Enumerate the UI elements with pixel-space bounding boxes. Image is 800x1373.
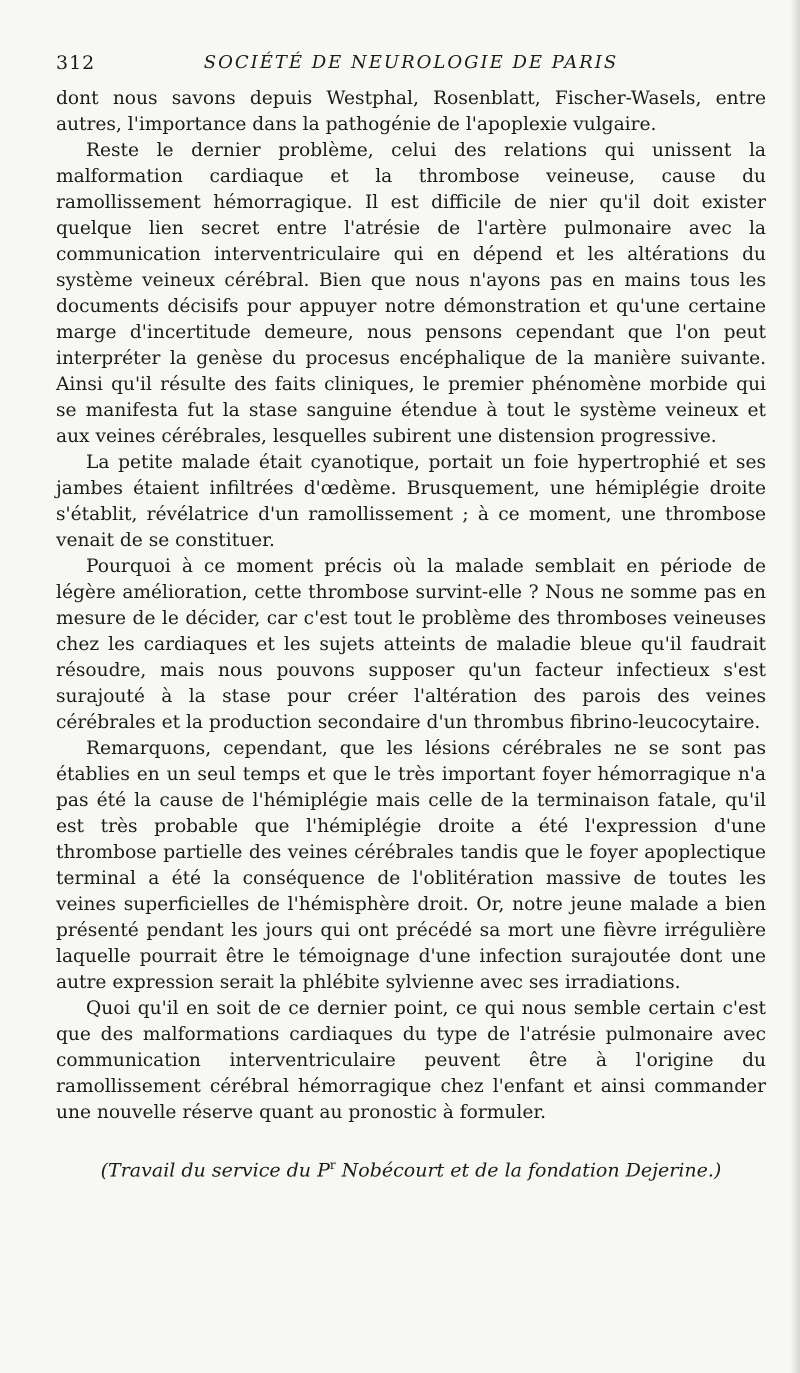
- paragraph-continuation: dont nous savons depuis Westphal, Rosenblatt, Fischer-Wasels, entre autres, l'importance dans la pathogénie de l'apoplexie vulgaire.: [56, 88, 766, 135]
- page-header: [56, 52, 766, 80]
- page-edge: [790, 0, 800, 1373]
- paragraph: Reste le dernier problème, celui des relations qui unissent la malformation cardiaque et la thrombose veineuse, cause du ramollissement hémorragique. Il est difficile de nier qu'il doit exister quelque lien secret entre l'atrésie de l'artère pulmonaire avec la communication interventriculaire qui en dépend et les altérations du système veineux cérébral. Bien que nous n'ayons pas en mains tous les documents décisifs pour appuyer notre démonstration et qu'une certaine marge d'incertitude demeure, nous pensons cependant que l'on peut interpréter la genèse du procesus encéphalique de la manière suivante. Ainsi qu'il résulte des faits cliniques, le premier phénomène morbide qui se manifesta fut la stase sanguine étendue à tout le système veineux et aux veines cérébrales, lesquelles subirent une distension progressive.: [56, 140, 766, 447]
- credit-text-after: Nobécourt et de la fondation Dejerine.): [335, 1159, 722, 1182]
- paragraph: Pourquoi à ce moment précis où la malade semblait en période de légère amélioration, cette thrombose survint-elle ? Nous ne somme pas en mesure de le décider, car c'est tout le problème des thromboses veineuses chez les cardiaques et les sujets atteints de maladie bleue qu'il faudrait résoudre, mais nous pouvons supposer qu'un facteur infectieux s'est surajouté à la stase pour créer l'altération des parois des veines cérébrales et la production secondaire d'un thrombus fibrino-leucocytaire.: [56, 556, 766, 733]
- page-number: 312: [56, 52, 96, 74]
- credit-line: [56, 1152, 766, 1183]
- article-body: [56, 86, 766, 1183]
- credit-superscript: r: [329, 1158, 336, 1172]
- running-head: SOCIÉTÉ DE NEUROLOGIE DE PARIS: [203, 52, 619, 73]
- paragraph: Quoi qu'il en soit de ce dernier point, ce qui nous semble certain c'est que des malformations cardiaques du type de l'atrésie pulmonaire avec communication interventriculaire peuvent être à l'origine du ramollissement cérébral hémorragique chez l'enfant et ainsi commander une nouvelle réserve quant au pronostic à formuler.: [56, 998, 766, 1123]
- credit-text-before: (Travail du service du P: [100, 1159, 330, 1182]
- paragraph: La petite malade était cyanotique, portait un foie hypertrophié et ses jambes étaient infiltrées d'œdème. Brusquement, une hémiplégie droite s'établit, révélatrice d'un ramollissement ; à ce moment, une thrombose venait de se constituer.: [56, 452, 766, 551]
- paragraph: Remarquons, cependant, que les lésions cérébrales ne se sont pas établies en un seul temps et que le très important foyer hémorragique n'a pas été la cause de l'hémiplégie mais celle de la terminaison fatale, qu'il est très probable que l'hémiplégie droite a été l'expression d'une thrombose partielle des veines cérébrales tandis que le foyer apoplectique terminal a été la conséquence de l'oblitération massive de toutes les veines superficielles de l'hémisphère droit. Or, notre jeune malade a bien présenté pendant les jours qui ont précédé sa mort une fièvre irrégulière laquelle pourrait être le témoignage d'une infection surajoutée dont une autre expression serait la phlébite sylvienne avec ses irradiations.: [56, 738, 766, 993]
